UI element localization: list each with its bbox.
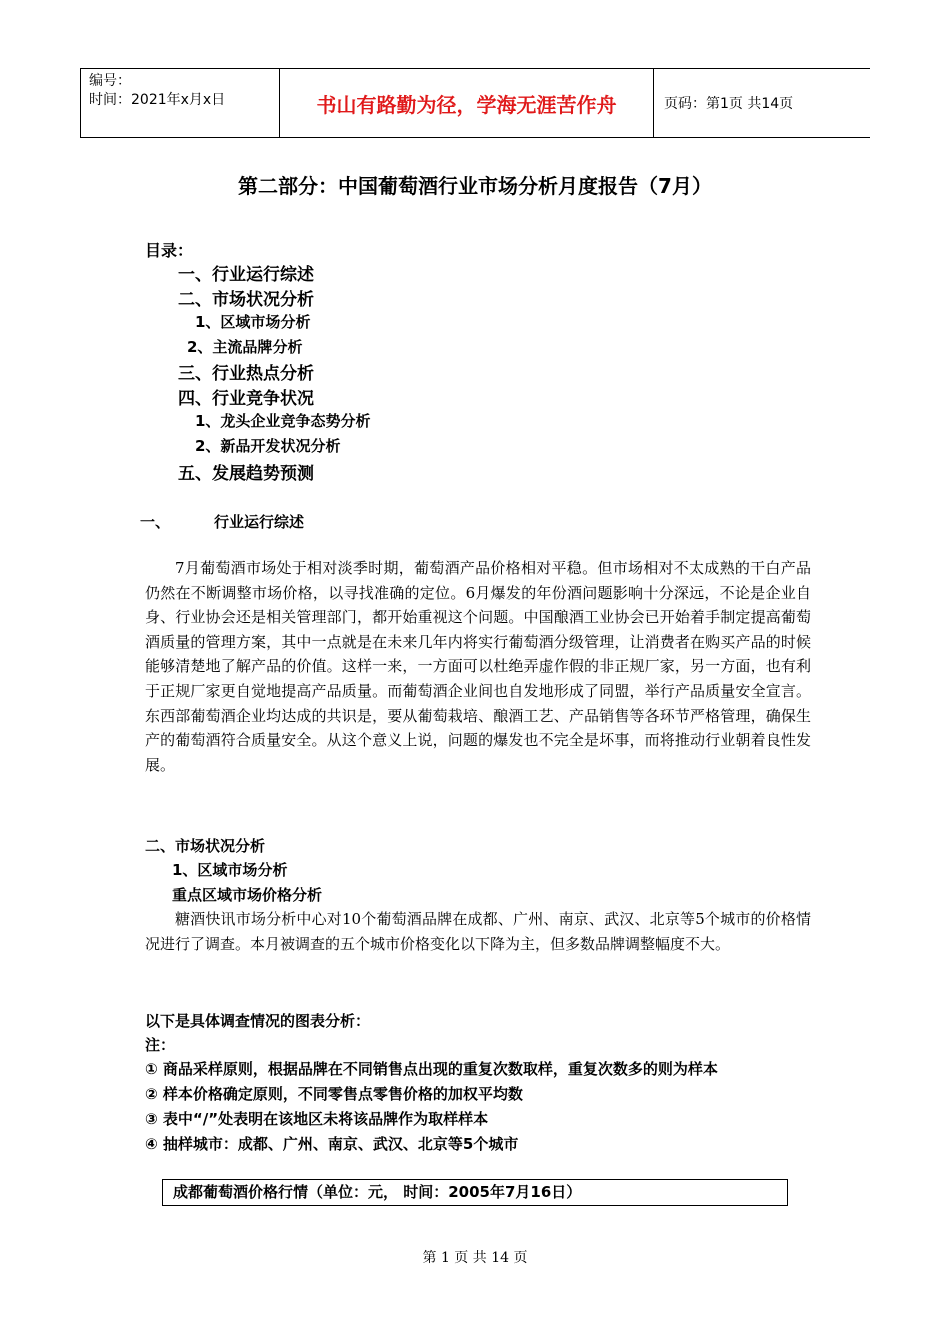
section2-sub1: 1、区域市场分析 [172, 861, 288, 879]
toc-label: 目录： [145, 241, 194, 260]
toc-subitem: 2、主流品牌分析 [187, 338, 303, 356]
page-header [80, 68, 870, 138]
header-meta [80, 69, 280, 137]
notes-label: 注： [145, 1036, 176, 1054]
toc-item: 四、行业竞争状况 [178, 389, 314, 409]
section2-heading: 二、市场状况分析 [145, 837, 266, 855]
toc-item: 三、行业热点分析 [178, 364, 314, 384]
note-item: ① 商品采样原则，根据品牌在不同销售点出现的重复次数取样，重复次数多的则为样本 [145, 1060, 718, 1078]
section1-title: 行业运行综述 [214, 513, 305, 531]
page-footer: 第 1 页 共 14 页 [422, 1250, 528, 1266]
analysis-intro: 以下是具体调查情况的图表分析： [145, 1012, 371, 1030]
section2-paragraph: 糖酒快讯市场分析中心对10个葡萄酒品牌在成都、广州、南京、武汉、北京等5个城市的价格情况进行了调查。本月被调查的五个城市价格变化以下降为主，但多数品牌调整幅度不大。 [145, 910, 811, 953]
document-title: 第二部分：中国葡萄酒行业市场分析月度报告（7月） [238, 174, 712, 198]
toc-subitem: 1、龙头企业竞争态势分析 [195, 412, 371, 430]
table-caption: 成都葡萄酒价格行情（单位：元， 时间：2005年7月16日） [162, 1179, 788, 1206]
section2-sub1a: 重点区域市场价格分析 [172, 886, 323, 904]
toc-subitem: 1、区域市场分析 [195, 313, 311, 331]
section1-number: 一、 [140, 513, 171, 531]
section1-heading [140, 511, 304, 532]
header-motto: 书山有路勤为径，学海无涯苦作舟 [280, 69, 654, 137]
toc-item: 二、市场状况分析 [178, 290, 314, 310]
header-page-info: 页码：第1页 共14页 [664, 96, 794, 112]
section1-paragraph: 7月葡萄酒市场处于相对淡季时期，葡萄酒产品价格相对平稳。但市场相对不太成熟的干白产品仍然在不断调整市场价格，以寻找准确的定位。6月爆发的年份酒问题影响十分深远，不论是企业自身、行业协会还是相关管理部门，都开始重视这个问题。中国酿酒工业协会已开始着手制定提高葡萄酒质量的管理方案，其中一点就是在未来几年内将实行葡萄酒分级管理，让消费者在购买产品的时候能够清楚地了解产品的价值。这样一来，一方面可以杜绝弄虚作假的非正规厂家，另一方面，也有利于正规厂家更自觉地提高产品质量。而葡萄酒企业间也自发地形成了同盟，举行产品质量安全宣言。东西部葡萄酒企业均达成的共识是，要从葡萄栽培、酿酒工艺、产品销售等各环节严格管理，确保生产的葡萄酒符合质量安全。从这个意义上说，问题的爆发也不完全是坏事，而将推动行业朝着良性发展。 [145, 559, 811, 774]
toc-subitem: 2、新品开发状况分析 [195, 437, 341, 455]
note-item: ② 样本价格确定原则，不同零售点零售价格的加权平均数 [145, 1085, 523, 1103]
header-date: 时间：2021年x月x日 [89, 92, 226, 108]
toc-item: 五、发展趋势预测 [178, 464, 314, 484]
toc-item: 一、行业运行综述 [178, 265, 314, 285]
note-item: ③ 表中“/”处表明在该地区未将该品牌作为取样样本 [145, 1110, 489, 1128]
header-number: 编号： [89, 73, 131, 89]
note-item: ④ 抽样城市：成都、广州、南京、武汉、北京等5个城市 [145, 1135, 519, 1153]
